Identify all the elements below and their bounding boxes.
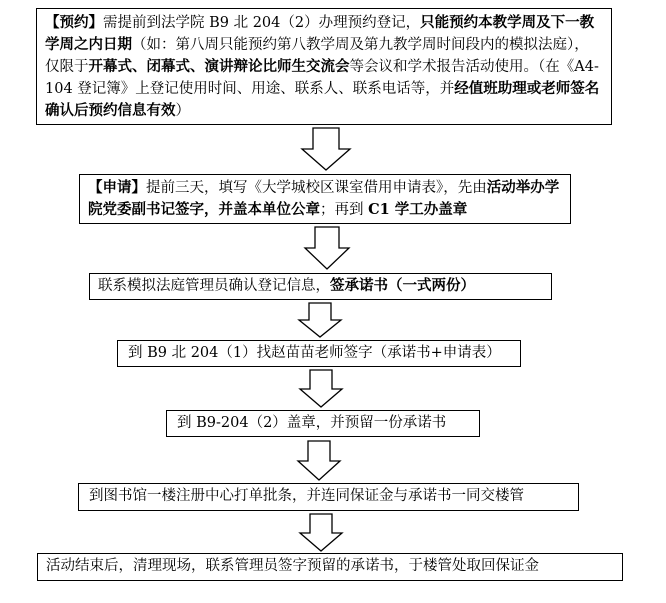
step-reserve-text: ） <box>175 103 190 119</box>
step-apply-text: ；再到 <box>320 202 369 218</box>
step-finish-text: 活动结束后，清理现场，联系管理员签字预留的承诺书，于楼管处取回保证金 <box>46 558 539 574</box>
step-confirm-text: 联系模拟法庭管理员确认登记信息， <box>98 278 330 294</box>
step-library-text: 到图书馆一楼注册中心打单批条，并连同保证金与承诺书一同交楼管 <box>89 488 524 504</box>
down-arrow-icon <box>298 513 344 553</box>
step-confirm-text: 签承诺书（一式两份） <box>330 277 475 294</box>
down-arrow-icon <box>296 440 342 482</box>
down-arrow-icon <box>298 369 344 409</box>
step-reserve-text: 需提前到法学院 B9 北 204（2）办理预约登记， <box>103 15 421 31</box>
step-confirm-box <box>89 273 552 300</box>
step-reserve-text: 开幕式、闭幕式、演讲辩论比师生交流会 <box>88 58 350 75</box>
step-reserve-box <box>36 8 612 125</box>
step-reserve-text: 【预约】 <box>45 14 103 31</box>
step-apply-text: 【申请】 <box>88 179 146 196</box>
step-library-box <box>78 483 579 511</box>
step-apply-text: 活动举办学院党委副书记签字，并盖本单位公章 <box>88 179 560 218</box>
step-sign-box <box>117 340 521 367</box>
step-finish-box <box>37 553 623 581</box>
step-apply-box <box>79 174 571 224</box>
step-apply-text: C1 学工办盖章 <box>368 201 468 218</box>
step-sign-text: 到 B9 北 204（1）找赵苗苗老师签字（承诺书+申请表） <box>128 345 501 361</box>
step-reserve-text: 经值班助理或老师签名确认后预约信息有效 <box>45 80 600 119</box>
step-reserve-text: 等会议和学术报告活动使用。（在《A4-104 登记簿》上登记使用时间、用途、联系人、联系电话等，并 <box>45 59 599 97</box>
step-stamp-box <box>166 410 480 437</box>
down-arrow-icon <box>297 302 343 339</box>
step-reserve-text: （如：第八周只能预约第八教学周及第九教学周时间段内的模拟法庭），仅限于 <box>45 37 589 75</box>
step-apply-text: 提前三天，填写《大学城校区课室借用申请表》，先由 <box>146 180 487 196</box>
step-stamp-text: 到 B9-204（2）盖章，并预留一份承诺书 <box>177 415 447 431</box>
down-arrow-icon <box>300 127 352 172</box>
down-arrow-icon <box>303 226 351 271</box>
step-reserve-text: 只能预约本教学周及下一教学周之内日期 <box>45 14 595 53</box>
